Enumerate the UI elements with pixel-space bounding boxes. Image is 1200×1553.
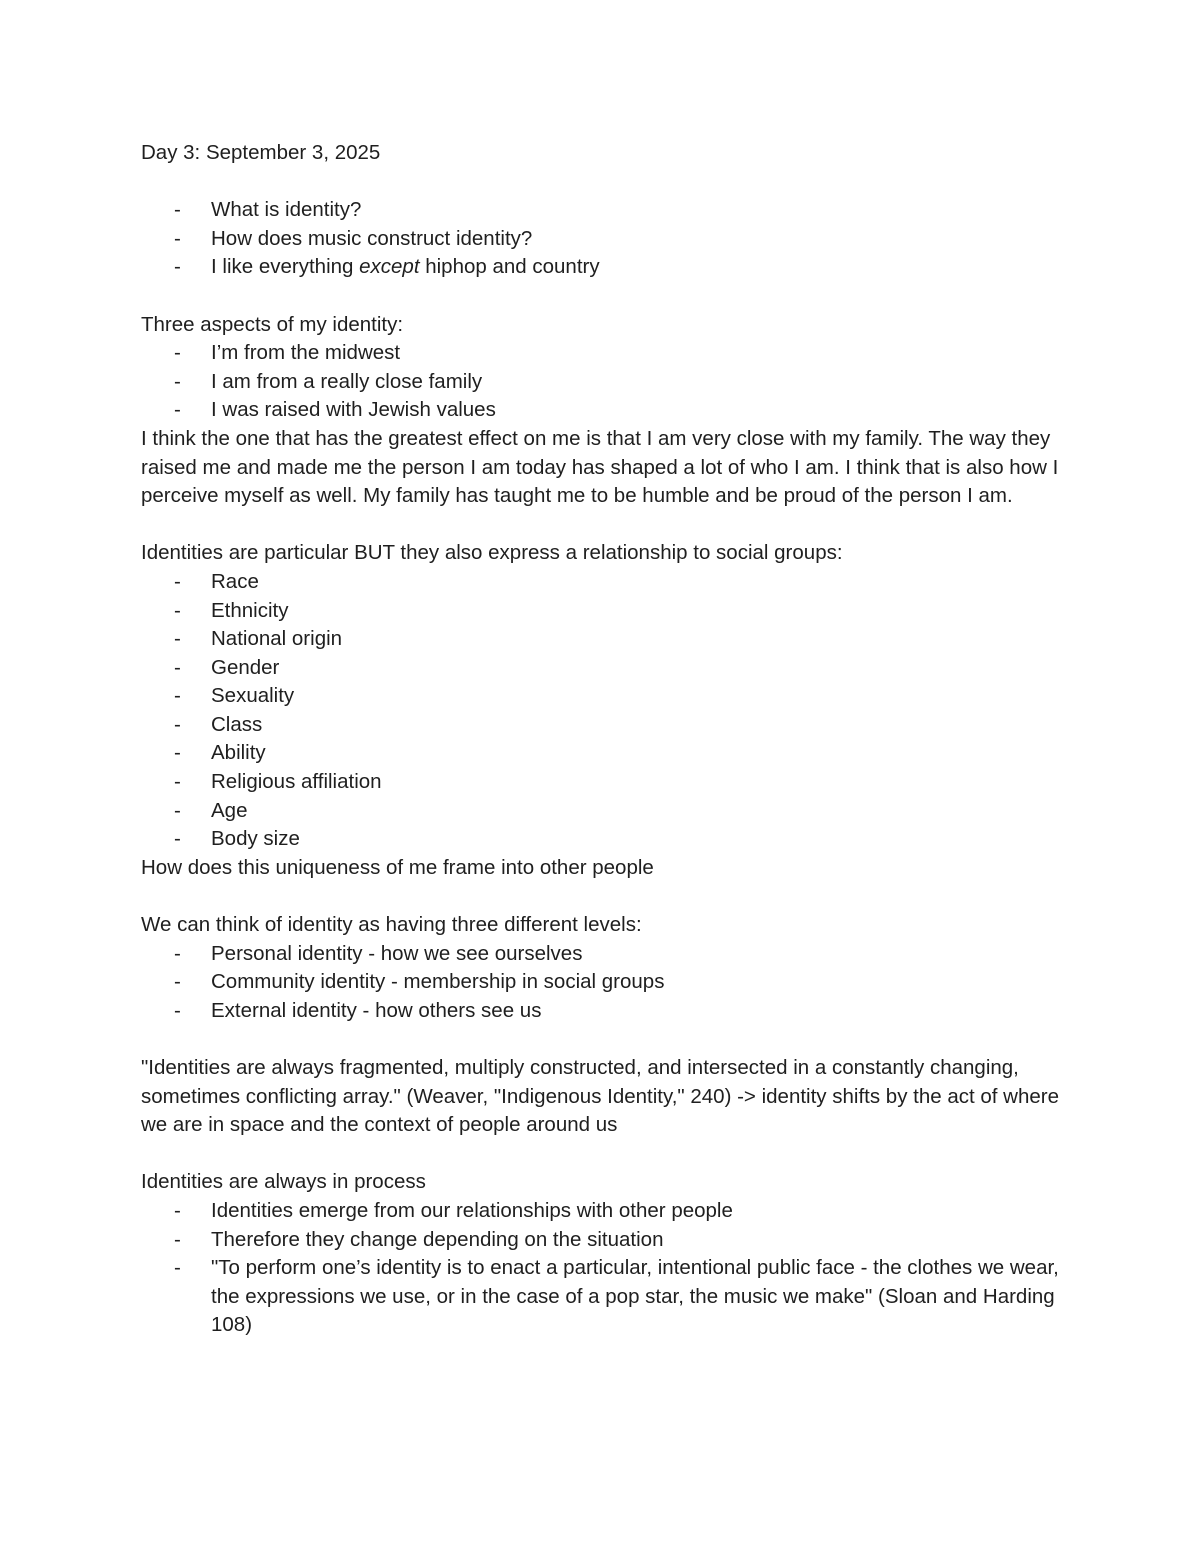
list-item-text: External identity - how others see us <box>211 998 542 1022</box>
list-item-text: Gender <box>211 655 280 679</box>
list-item <box>141 1226 1061 1255</box>
list-item-text: I am from a really close family <box>211 369 483 393</box>
reflection-paragraph: I think the one that has the greatest effect on me is that I am very close with my family. The way they raised me and made me the person I am today has shaped a lot of who I am. I think that is also how I perceive myself as well. My family has taught me to be humble and be proud of the person I am. <box>141 426 1059 508</box>
list-item <box>141 253 1061 282</box>
list-item-text: Therefore they change depending on the situation <box>211 1227 664 1251</box>
aspects-list <box>141 339 1061 425</box>
emphasis-text: except <box>359 255 420 279</box>
list-item <box>141 368 1061 397</box>
dash-bullet: - <box>174 198 181 222</box>
levels-lead: We can think of identity as having three different levels: <box>141 913 642 937</box>
list-item-text: Ethnicity <box>211 598 289 622</box>
list-item-text: Religious affiliation <box>211 770 382 794</box>
list-item <box>141 797 1061 826</box>
dash-bullet: - <box>174 1256 181 1280</box>
list-item-text: I’m from the midwest <box>211 341 401 365</box>
social-groups-lead: Identities are particular BUT they also express a relationship to social groups: <box>141 541 843 565</box>
list-item-text: What is identity? <box>211 198 362 222</box>
process-list <box>141 1197 1061 1340</box>
list-item-text: "To perform one’s identity is to enact a particular, intentional public face - the clothes we wear, the expressions we use, or in the case of a pop star, the music we make" (Sloan and Harding 108) <box>211 1256 1059 1337</box>
list-item <box>141 396 1061 425</box>
list-item <box>141 968 1061 997</box>
list-item-text: Class <box>211 712 263 736</box>
quote-paragraph: "Identities are always fragmented, multiply constructed, and intersected in a constantly changing, sometimes conflicting array." (Weaver, "Indigenous Identity," 240) -> identity shifts by the act of where we are in space and the context of people around us <box>141 1056 1059 1137</box>
dash-bullet: - <box>174 655 181 679</box>
list-item <box>141 711 1061 740</box>
list-item-text: Personal identity - how we see ourselves <box>211 941 583 965</box>
list-item <box>141 682 1061 711</box>
list-item <box>141 1254 1061 1340</box>
spacer <box>141 1140 1061 1169</box>
social-groups-list <box>141 568 1061 854</box>
dash-bullet: - <box>174 770 181 794</box>
list-item <box>141 940 1061 969</box>
spacer <box>141 1025 1061 1054</box>
dash-bullet: - <box>174 627 181 651</box>
list-item <box>141 568 1061 597</box>
list-item-text: hiphop and country <box>419 255 600 279</box>
list-item-text: Sexuality <box>211 684 295 708</box>
dash-bullet: - <box>174 684 181 708</box>
list-item <box>141 625 1061 654</box>
dash-bullet: - <box>174 255 181 279</box>
dash-bullet: - <box>174 369 181 393</box>
dash-bullet: - <box>174 712 181 736</box>
document-page <box>141 139 1061 1340</box>
spacer <box>141 882 1061 911</box>
list-item-text: Age <box>211 798 248 822</box>
list-item-text: Race <box>211 569 259 593</box>
dash-bullet: - <box>174 569 181 593</box>
list-item <box>141 654 1061 683</box>
dash-bullet: - <box>174 941 181 965</box>
list-item-text: How does music construct identity? <box>211 226 533 250</box>
dash-bullet: - <box>174 741 181 765</box>
dash-bullet: - <box>174 998 181 1022</box>
list-item <box>141 768 1061 797</box>
list-item <box>141 1197 1061 1226</box>
spacer <box>141 282 1061 311</box>
levels-list <box>141 940 1061 1026</box>
page-heading: Day 3: September 3, 2025 <box>141 141 381 164</box>
dash-bullet: - <box>174 226 181 250</box>
dash-bullet: - <box>174 970 181 994</box>
process-lead: Identities are always in process <box>141 1170 426 1194</box>
list-item <box>141 225 1061 254</box>
dash-bullet: - <box>174 827 181 851</box>
list-item <box>141 825 1061 854</box>
dash-bullet: - <box>174 598 181 622</box>
dash-bullet: - <box>174 1198 181 1222</box>
list-item <box>141 997 1061 1026</box>
list-item <box>141 196 1061 225</box>
dash-bullet: - <box>174 798 181 822</box>
list-item-text: Body size <box>211 827 300 851</box>
list-item <box>141 339 1061 368</box>
spacer <box>141 511 1061 540</box>
list-item-text: National origin <box>211 627 343 651</box>
list-item-text: Ability <box>211 741 266 765</box>
list-item-text: Community identity - membership in social groups <box>211 970 665 994</box>
dash-bullet: - <box>174 398 181 422</box>
list-item-text: I was raised with Jewish values <box>211 398 496 422</box>
social-groups-followup: How does this uniqueness of me frame into other people <box>141 855 654 879</box>
dash-bullet: - <box>174 1227 181 1251</box>
spacer <box>141 168 1061 197</box>
list-item-text: Identities emerge from our relationships with other people <box>211 1198 733 1222</box>
dash-bullet: - <box>174 341 181 365</box>
list-item-text: I like everything <box>211 255 360 279</box>
intro-list <box>141 196 1061 282</box>
list-item <box>141 739 1061 768</box>
aspects-lead: Three aspects of my identity: <box>141 312 404 336</box>
list-item <box>141 597 1061 626</box>
